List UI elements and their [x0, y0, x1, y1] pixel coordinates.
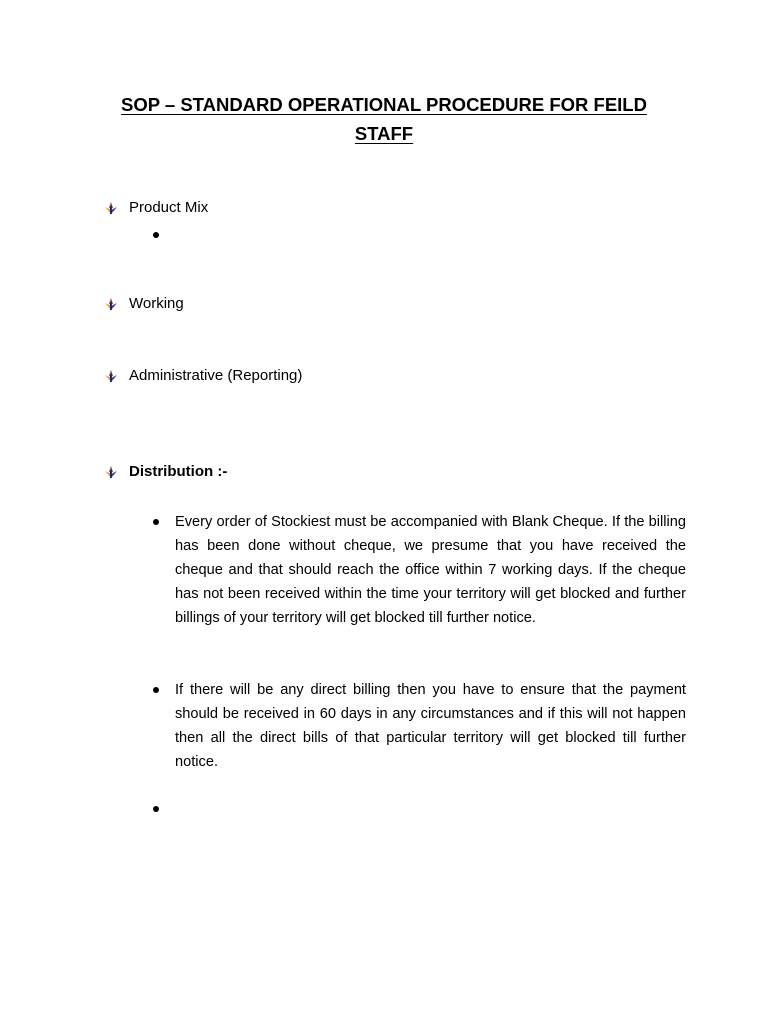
section-label: Administrative (Reporting): [129, 367, 303, 384]
empty-bullet-point: [153, 232, 159, 238]
bullet-dot: [153, 519, 159, 525]
arrow-bullet-icon: [104, 369, 118, 383]
list-item: [152, 678, 686, 774]
arrow-bullet-icon: [104, 297, 118, 311]
distribution-points-list: [152, 678, 686, 774]
list-item: [152, 510, 686, 630]
bullet-dot: [153, 687, 159, 693]
list-item-text: Every order of Stockiest must be accompanied with Blank Cheque. If the billing has been done without cheque, we presume that you have received the cheque and that should reach the office within 7 working days. If the cheque has not been received within the time your territory will get blocked and further billings of your territory will get blocked till further notice.: [175, 514, 686, 626]
arrow-bullet-icon: [104, 201, 118, 215]
section-administrative: [104, 367, 302, 384]
document-title: SOP – STANDARD OPERATIONAL PROCEDURE FOR FEILD STAFF: [121, 94, 647, 144]
section-product-mix: [104, 199, 208, 216]
section-distribution: [104, 463, 227, 480]
list-item-text: If there will be any direct billing then you have to ensure that the payment should be received in 60 days in any circumstances and if this will not happen then all the direct bills of that particular territory will get blocked till further notice.: [175, 682, 686, 770]
section-label: Working: [129, 295, 184, 312]
distribution-points-list: [152, 510, 686, 630]
section-label: Product Mix: [129, 199, 209, 216]
section-label: Distribution :-: [129, 463, 228, 480]
arrow-bullet-icon: [104, 465, 118, 479]
section-working: [104, 295, 184, 312]
empty-bullet-point: [153, 806, 159, 812]
